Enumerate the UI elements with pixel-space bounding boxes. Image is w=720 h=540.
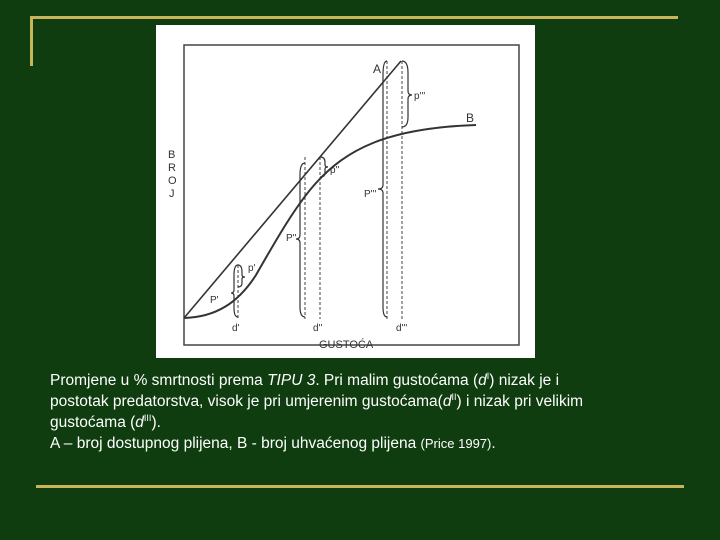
caption-line-4 <box>50 433 690 454</box>
frame-left-line <box>30 16 33 66</box>
caption-italic-type: TIPU 3 <box>267 372 316 389</box>
x-axis-label: GUSTOĆA <box>319 339 374 351</box>
brace-p1 <box>231 265 238 317</box>
caption-text: . Pri malim gustoćama ( <box>315 372 479 389</box>
caption-line-1 <box>50 370 690 391</box>
caption-text: postotak predatorstva, visok je pri umjerenim gustoćama( <box>50 393 443 410</box>
caption-d2: d <box>442 393 452 410</box>
caption-d1: d <box>478 372 487 389</box>
y-letter-1: B <box>168 149 176 161</box>
y-letter-2: R <box>168 162 176 174</box>
caption-text: A – broj dostupnog plijena, B - broj uhvaćenog plijena <box>50 435 421 452</box>
label-p3b: p''' <box>414 91 426 102</box>
x-tick-d2: d'' <box>313 323 323 334</box>
brace-p2 <box>296 163 305 317</box>
brace-p3b <box>402 61 412 127</box>
caption-line-3 <box>50 412 690 433</box>
brace-p1b <box>238 265 245 287</box>
label-p2: P'' <box>286 233 297 244</box>
label-p3: P''' <box>364 189 377 200</box>
predation-figure <box>156 25 535 358</box>
caption-d1-sup: I <box>486 370 490 381</box>
caption-d3: d <box>135 414 144 431</box>
label-p1b: p' <box>248 263 256 274</box>
caption-d3-sup: III <box>143 412 152 423</box>
label-p2b: p'' <box>330 165 340 176</box>
caption-text: ). <box>151 414 161 431</box>
brace-p3 <box>378 61 387 317</box>
caption-d2-sup: II <box>451 391 457 402</box>
figure-caption <box>50 370 690 454</box>
caption-text: . <box>491 435 496 452</box>
frame-bottom-line <box>36 485 684 488</box>
label-b: B <box>466 111 475 125</box>
label-a: A <box>373 62 382 76</box>
caption-text: ) i nizak pri velikim <box>456 393 584 410</box>
x-tick-d1: d' <box>232 323 240 334</box>
frame-top-line <box>30 16 678 19</box>
caption-text: Promjene u % smrtnosti prema <box>50 372 268 389</box>
caption-text: gustoćama ( <box>50 414 136 431</box>
label-p1: P' <box>210 295 219 306</box>
y-letter-4: J <box>169 188 175 200</box>
caption-citation: (Price 1997) <box>420 436 492 451</box>
y-letter-3: O <box>168 175 177 187</box>
curve-b <box>184 125 476 318</box>
caption-text: ) nizak je i <box>489 372 560 389</box>
x-tick-d3: d''' <box>396 323 408 334</box>
predation-diagram <box>156 25 535 358</box>
caption-line-2 <box>50 391 690 412</box>
